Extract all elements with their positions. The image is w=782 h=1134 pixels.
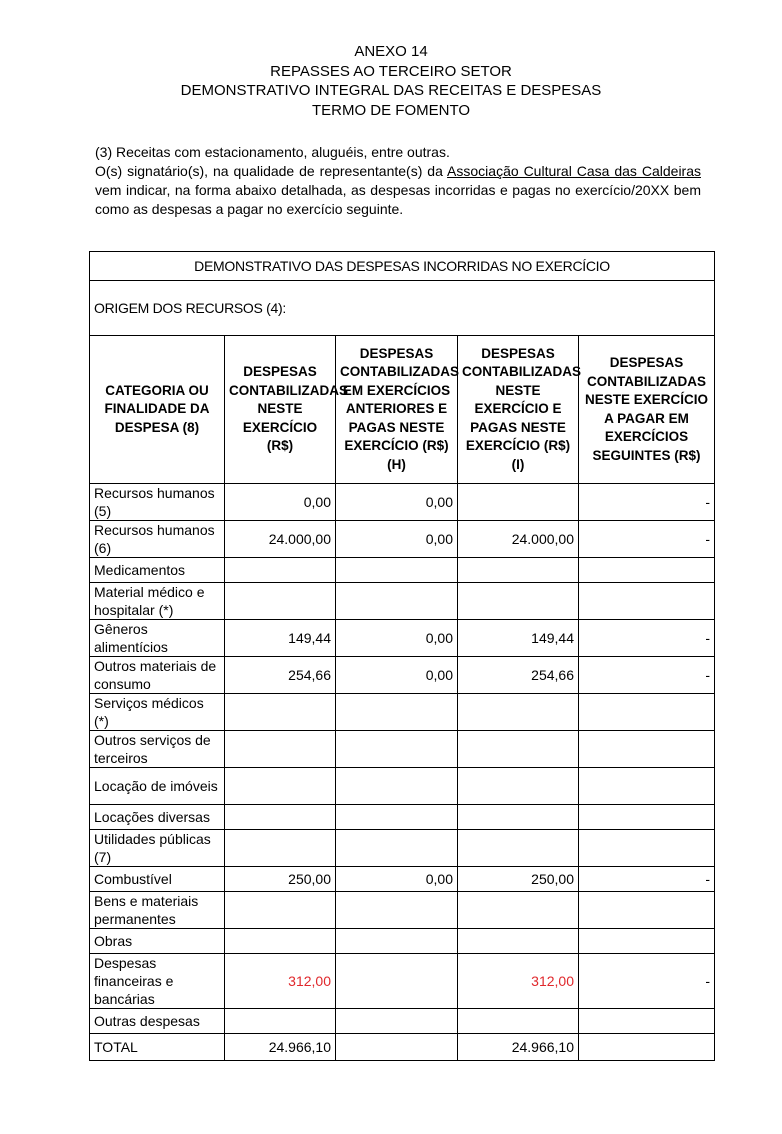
total-label: TOTAL [90,1034,225,1061]
table-row: Outros serviços de terceiros [90,731,715,768]
highlighted-value: 312,00 [458,954,579,1009]
table-row: Recursos humanos (5) 0,00 0,00 - [90,484,715,521]
document-title: DEMONSTRATIVO INTEGRAL DAS RECEITAS E DESPESAS [180,82,602,99]
column-header-payable: DESPESAS CONTABILIZADAS NESTE EXERCÍCIO A PAGAR EM EXERCÍCIOS SEGUINTES (R$) [579,336,715,484]
document-header [0,42,782,120]
table-row: Outros materiais de consumo 254,66 0,00 254,66 - [90,657,715,694]
table-row: Locação de imóveis [90,768,715,805]
table-header-row [90,336,715,484]
intro-text [95,143,701,219]
column-header-category: CATEGORIA OU FINALIDADE DA DESPESA (8) [90,336,225,484]
table-row: Bens e materiais permanentes [90,892,715,929]
column-header-booked-paid: DESPESAS CONTABILIZADAS NESTE EXERCÍCIO E PAGAS NESTE EXERCÍCIO (R$) (I) [458,336,579,484]
table-row: Combustível 250,00 0,00 250,00 - [90,867,715,892]
table-row: Serviços médicos (*) [90,694,715,731]
table-title: DEMONSTRATIVO DAS DESPESAS INCORRIDAS NO EXERCÍCIO [90,252,715,281]
table-row: Medicamentos [90,558,715,583]
table-row: Utilidades públicas (7) [90,830,715,867]
expenses-table [89,251,715,1061]
total-paid: 24.966,10 [458,1034,579,1061]
association-name: Associação Cultural Casa das Caldeiras [447,163,701,179]
highlighted-value: 312,00 [225,954,336,1009]
table-row: Material médico e hospitalar (*) [90,583,715,620]
resource-origin: ORIGEM DOS RECURSOS (4): [90,281,715,336]
column-header-booked: DESPESAS CONTABILIZADAS NESTE EXERCÍCIO (R$) [225,336,336,484]
annex-subject: REPASSES AO TERCEIRO SETOR [270,62,512,80]
column-header-prior-paid: DESPESAS CONTABILIZADAS EM EXERCÍCIOS ANTERIORES E PAGAS NESTE EXERCÍCIO (R$) (H) [336,336,458,484]
revenue-note: (3) Receitas com estacionamento, aluguéis, entre outras. [95,144,450,160]
table-row: Gêneros alimentícios 149,44 0,00 149,44 - [90,620,715,657]
total-booked: 24.966,10 [225,1034,336,1061]
table-row: Locações diversas [90,805,715,830]
table-row: Recursos humanos (6) 24.000,00 0,00 24.000,00 - [90,521,715,558]
table-row: Despesas financeiras e bancárias 312,00 312,00 - [90,954,715,1009]
total-row [90,1034,715,1061]
term-type: TERMO DE FOMENTO [311,101,471,119]
table-row: Outras despesas [90,1009,715,1034]
annex-number: ANEXO 14 [354,43,428,60]
table-row: Obras [90,929,715,954]
declaration-paragraph: O(s) signatário(s), na qualidade de representante(s) da Associação Cultural Casa das Caldeiras vem indicar, na forma abaixo detalhada, as despesas incorridas e pagas no exercício/20XX bem como as despesas a pagar no exercício seguinte. [95,163,701,217]
